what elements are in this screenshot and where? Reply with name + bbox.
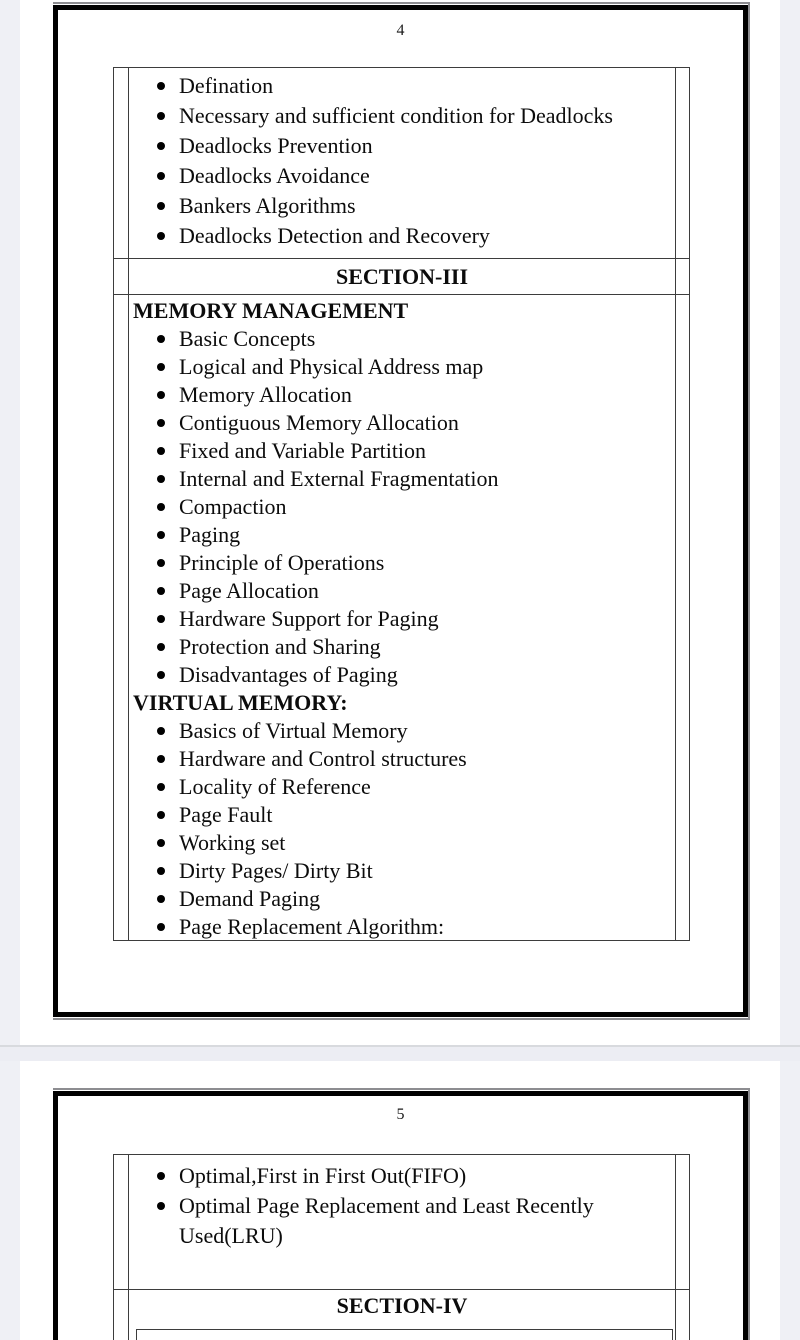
table-narrow-cell [675, 1155, 689, 1289]
bullet-dot-icon [157, 531, 165, 539]
list-item [129, 773, 675, 801]
list-item [129, 191, 675, 221]
list-item [129, 857, 675, 885]
list-item [129, 661, 675, 689]
section-heading: SECTION-IV [336, 1293, 468, 1318]
table-row-section-3 [114, 258, 689, 294]
bullet-dot-icon [157, 172, 165, 180]
bullet-dot-icon [157, 783, 165, 791]
nested-topic-box [136, 1329, 673, 1340]
bullet-dot-icon [157, 615, 165, 623]
bullet-dot-icon [157, 335, 165, 343]
table-narrow-cell [114, 259, 129, 294]
list-item [129, 1161, 675, 1191]
list-item-text: Compaction [179, 494, 287, 519]
bullet-dot-icon [157, 671, 165, 679]
list-item-text: Dirty Pages/ Dirty Bit [179, 858, 373, 883]
list-item-text: Basic Concepts [179, 326, 316, 351]
page-5-frame-inner [53, 1091, 748, 1340]
bullet-dot-icon [157, 1172, 165, 1180]
list-item-text: Paging [179, 522, 241, 547]
bullet-dot-icon [157, 142, 165, 150]
bullet-dot-icon [157, 839, 165, 847]
list-item [129, 101, 675, 131]
bullet-list [129, 717, 675, 940]
bullet-dot-icon [157, 923, 165, 931]
bullet-dot-icon [157, 643, 165, 651]
list-item-text: Deadlocks Prevention [179, 133, 373, 158]
bullet-dot-icon [157, 475, 165, 483]
list-item-text: Deadlocks Detection and Recovery [179, 223, 490, 248]
list-item [129, 221, 675, 251]
table-row-section-4 [114, 1289, 689, 1321]
table-narrow-cell [114, 295, 129, 940]
list-item [129, 1191, 675, 1251]
list-item [129, 717, 675, 745]
bullet-dot-icon [157, 811, 165, 819]
list-item-text: Logical and Physical Address map [179, 354, 484, 379]
list-item [129, 437, 675, 465]
list-item-text: Hardware Support for Paging [179, 606, 439, 631]
list-item [129, 131, 675, 161]
table-narrow-cell [675, 259, 689, 294]
bullet-dot-icon [157, 895, 165, 903]
list-item [129, 829, 675, 857]
bullet-dot-icon [157, 867, 165, 875]
bullet-dot-icon [157, 755, 165, 763]
list-item-text: Necessary and sufficient condition for Deadlocks [179, 103, 613, 128]
bullet-dot-icon [157, 727, 165, 735]
table-narrow-cell [675, 295, 689, 940]
syllabus-table-page-5 [113, 1154, 690, 1340]
topic-heading-virtual-memory: VIRTUAL MEMORY: [133, 690, 348, 715]
list-item [129, 493, 675, 521]
list-item-text: Deadlocks Avoidance [179, 163, 370, 188]
section-heading: SECTION-III [335, 264, 469, 289]
page-number: 5 [396, 1106, 405, 1123]
list-item-text: Protection and Sharing [179, 634, 381, 659]
list-item [129, 161, 675, 191]
list-item-text: Working set [179, 830, 286, 855]
table-narrow-cell [114, 1155, 129, 1289]
table-narrow-cell [114, 1321, 129, 1340]
list-item [129, 577, 675, 605]
table-row-page-replacement-list [114, 1155, 689, 1289]
list-item [129, 71, 675, 101]
table-narrow-cell [675, 1290, 689, 1321]
list-item [129, 381, 675, 409]
bullet-dot-icon [157, 82, 165, 90]
table-content-cell [129, 1155, 675, 1289]
list-item [129, 633, 675, 661]
table-content-cell [129, 1321, 675, 1340]
syllabus-table-page-4 [113, 67, 690, 941]
table-narrow-cell [114, 68, 129, 258]
bullet-dot-icon [157, 112, 165, 120]
list-item-text: Locality of Reference [179, 774, 371, 799]
table-narrow-cell [675, 1321, 689, 1340]
bullet-dot-icon [157, 1202, 165, 1210]
page-gap [0, 1045, 800, 1061]
list-item-text: Basics of Virtual Memory [179, 718, 408, 743]
list-item [129, 465, 675, 493]
table-row-memory-management [114, 294, 689, 940]
list-item-text: Page Fault [179, 802, 273, 827]
list-item-text: Memory Allocation [179, 382, 352, 407]
list-item-text: Optimal Page Replacement and Least Recently Used(LRU) [179, 1193, 594, 1248]
bullet-dot-icon [157, 419, 165, 427]
list-item-text: Fixed and Variable Partition [179, 438, 427, 463]
bullet-dot-icon [157, 363, 165, 371]
list-item-text: Page Allocation [179, 578, 319, 603]
bullet-list [129, 325, 675, 689]
page-5-border-frame [53, 1088, 750, 1340]
list-item [129, 605, 675, 633]
bullet-list [129, 1161, 675, 1251]
list-item-text: Disadvantages of Paging [179, 662, 398, 687]
list-item [129, 549, 675, 577]
bullet-list [129, 71, 675, 251]
bullet-dot-icon [157, 503, 165, 511]
list-item-text: Principle of Operations [179, 550, 385, 575]
list-item-text: Demand Paging [179, 886, 321, 911]
list-item [129, 409, 675, 437]
bullet-dot-icon [157, 587, 165, 595]
table-content-cell [129, 295, 675, 940]
list-item-text: Internal and External Fragmentation [179, 466, 499, 491]
list-item-text: Defination [179, 73, 274, 98]
list-item-text: Optimal,First in First Out(FIFO) [179, 1163, 467, 1188]
table-narrow-cell [114, 1290, 129, 1321]
table-row-next-topic [114, 1321, 689, 1340]
bullet-dot-icon [157, 559, 165, 567]
list-item [129, 885, 675, 913]
list-item [129, 521, 675, 549]
list-item [129, 325, 675, 353]
list-item [129, 745, 675, 773]
list-item-text: Hardware and Control structures [179, 746, 467, 771]
table-narrow-cell [675, 68, 689, 258]
list-item [129, 913, 675, 940]
bullet-dot-icon [157, 202, 165, 210]
list-item-text: Bankers Algorithms [179, 193, 356, 218]
list-item [129, 801, 675, 829]
page-number: 4 [396, 22, 405, 39]
list-item [129, 353, 675, 381]
table-row-deadlocks-list [114, 68, 689, 258]
bullet-dot-icon [157, 391, 165, 399]
topic-heading-memory-management: MEMORY MANAGEMENT [133, 298, 409, 323]
bullet-dot-icon [157, 447, 165, 455]
page-4-border-frame [53, 2, 750, 1020]
list-item-text: Page Replacement Algorithm: [179, 914, 445, 939]
bullet-dot-icon [157, 232, 165, 240]
table-content-cell [129, 68, 675, 258]
list-item-text: Contiguous Memory Allocation [179, 410, 459, 435]
page-4-frame-inner [53, 5, 748, 1017]
